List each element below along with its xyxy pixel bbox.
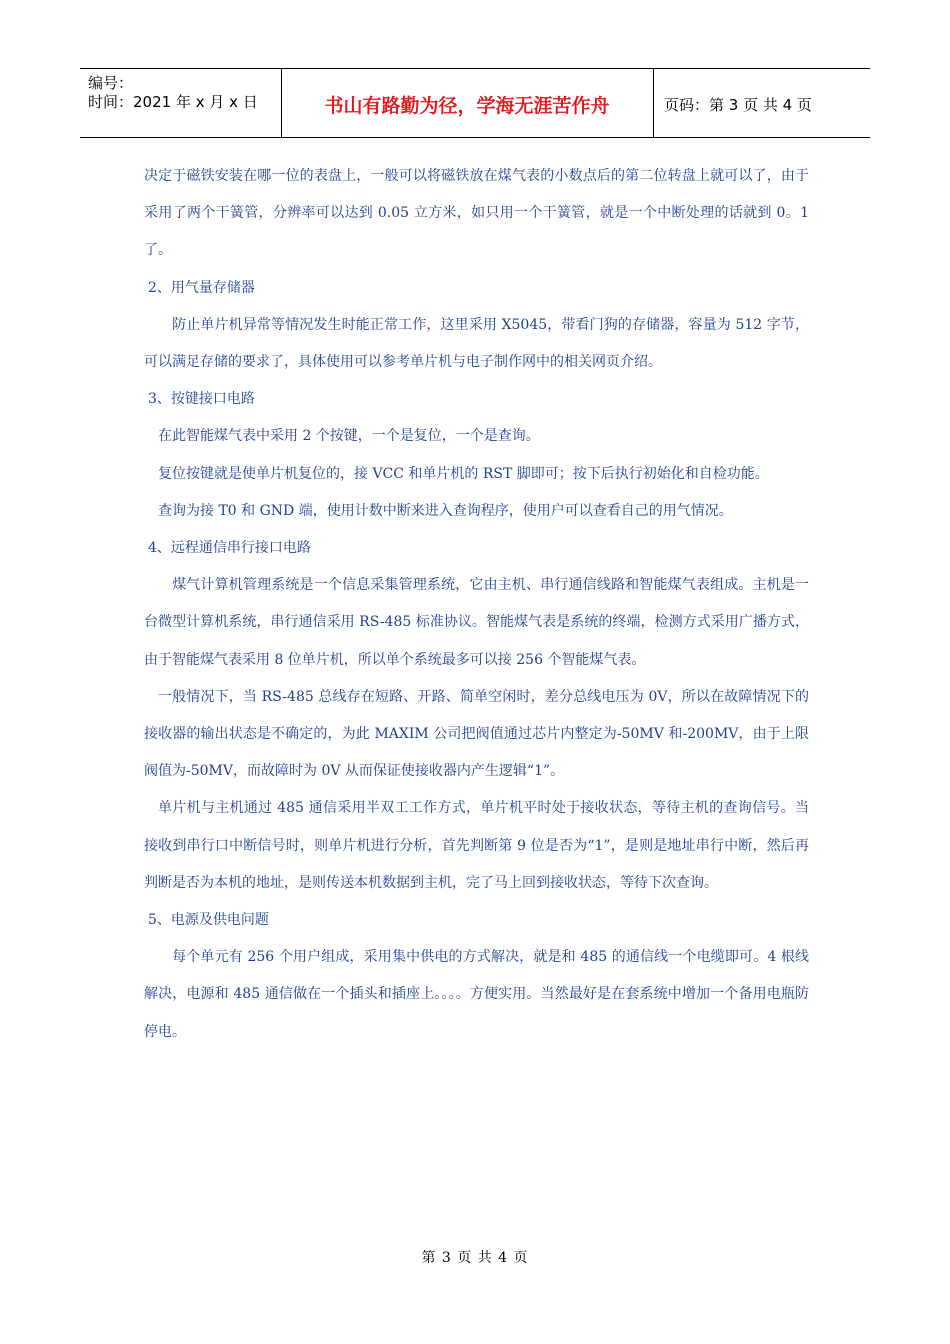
document-body (144, 158, 809, 1051)
paragraph-power: 每个单元有 256 个用户组成，采用集中供电的方式解决，就是和 485 的通信线一个电缆即可。4 根线解决，电源和 485 通信做在一个插头和插座上。。。。方便实用。当然最好是在套系统中增加一个备用电瓶防停电。 (144, 949, 809, 1040)
header-motto: 书山有路勤为径，学海无涯苦作舟 (324, 95, 610, 117)
section-heading-power: 5、电源及供电问题 (148, 912, 269, 929)
paragraph-serial-system: 煤气计算机管理系统是一个信息采集管理系统，它由主机、串行通信线路和智能煤气表组成。主机是一台微型计算机系统，串行通信采用 RS-485 标准协议。智能煤气表是系统的终端，检测方式采用广播方式，由于智能煤气表采用 8 位单片机，所以单个系统最多可以接 256 个智能煤气表。 (144, 577, 809, 668)
paragraph-magnet-placement: 决定于磁铁安装在哪一位的表盘上，一般可以将磁铁放在煤气表的小数点后的第二位转盘上就可以了，由于采用了两个干簧管，分辨率可以达到 0.05 立方米，如只用一个干簧管，就是一个中断处理的话就到 0。1 了。 (144, 168, 809, 259)
document-number-label: 编号： (88, 74, 134, 92)
section-heading-storage: 2、用气量存储器 (148, 279, 255, 296)
paragraph-half-duplex: 单片机与主机通过 485 通信采用半双工工作方式，单片机平时处于接收状态，等待主机的查询信号。当接收到串行口中断信号时，则单片机进行分析，首先判断第 9 位是否为“1”，是则是地址串行中断，然后再判断是否为本机的地址，是则传送本机数据到主机，完了马上回到接收状态，等待下次查询。 (144, 800, 809, 891)
paragraph-storage: 防止单片机异常等情况发生时能正常工作，这里采用 X5045，带看门狗的存储器，容量为 512 字节，可以满足存储的要求了，具体使用可以参考单片机与电子制作网中的相关网页介绍。 (144, 316, 809, 371)
page-header (80, 68, 870, 138)
header-page-code: 页码：第 3 页 共 4 页 (664, 96, 812, 114)
paragraph-reset-key: 复位按键就是使单片机复位的，接 VCC 和单片机的 RST 脚即可；按下后执行初始化和自检功能。 (158, 465, 769, 482)
header-info-cell (80, 69, 282, 137)
section-heading-keys: 3、按键接口电路 (148, 391, 255, 408)
page-footer: 第 3 页 共 4 页 (421, 1250, 529, 1266)
document-date-label: 时间：2021 年 x 月 x 日 (88, 93, 258, 111)
paragraph-rs485-fault: 一般情况下，当 RS-485 总线存在短路、开路、简单空闲时，差分总线电压为 0V，所以在故障情况下的接收器的输出状态是不确定的，为此 MAXIM 公司把阀值通过芯片内整定为-50MV 和-200MV，由于上限阀值为-50MV，而故障时为 0V 从而保证使接收器内产生逻辑“1”。 (144, 688, 809, 780)
paragraph-keys-intro: 在此智能煤气表中采用 2 个按键，一个是复位，一个是查询。 (158, 428, 540, 445)
section-heading-serial: 4、远程通信串行接口电路 (148, 540, 311, 557)
paragraph-query-key: 查询为接 T0 和 GND 端，使用计数中断来进入查询程序，使用户可以查看自己的用气情况。 (158, 502, 733, 519)
header-page-cell (654, 69, 870, 137)
header-motto-cell (281, 69, 654, 137)
